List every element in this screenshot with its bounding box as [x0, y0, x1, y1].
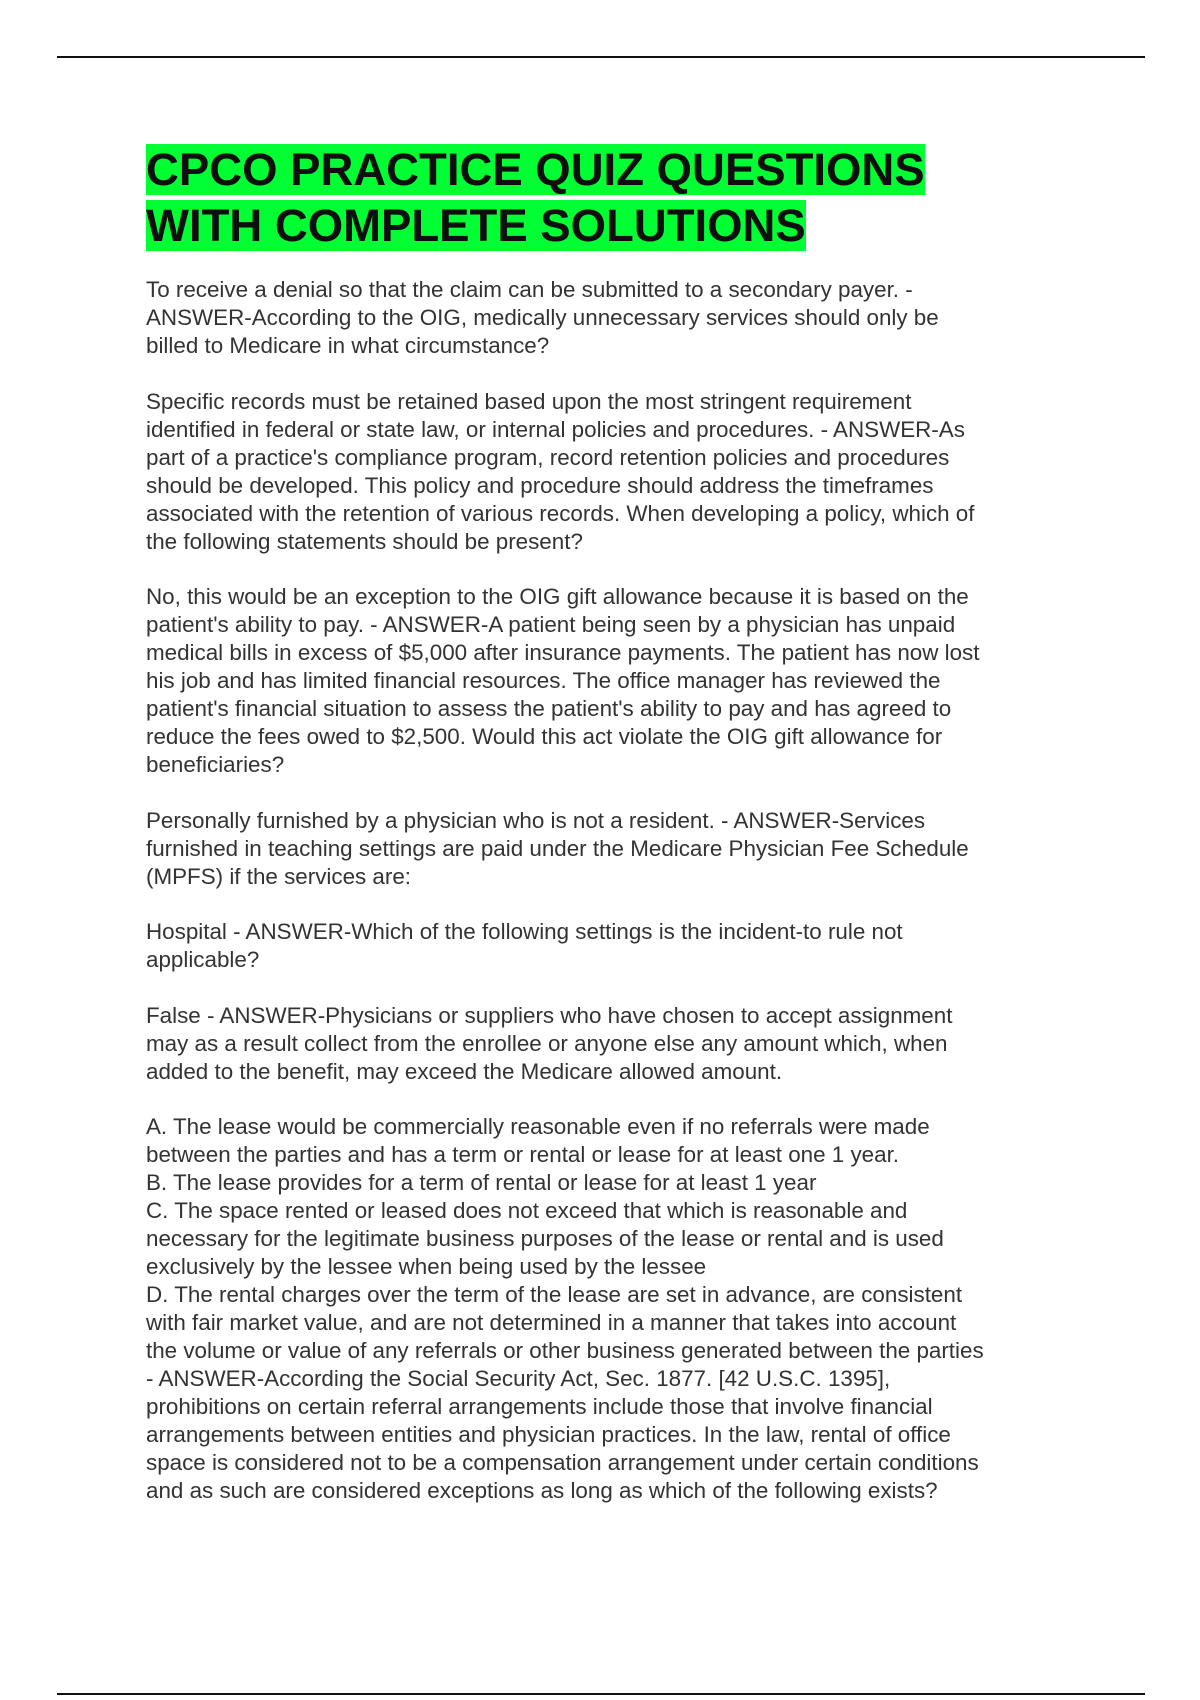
- qa-text-line: prohibitions on certain referral arrangements include those that involve financial: [146, 1394, 933, 1419]
- qa-text-line: identified in federal or state law, or internal policies and procedures. - ANSWER-As: [146, 416, 965, 442]
- qa-entry: [146, 807, 1061, 891]
- qa-text-line: (MPFS) if the services are:: [146, 863, 412, 889]
- qa-text-line: associated with the retention of various records. When developing a policy, which of: [146, 500, 975, 526]
- qa-text-line: arrangements between entities and physician practices. In the law, rental of office: [146, 1422, 951, 1447]
- qa-text-line: with fair market value, and are not determined in a manner that takes into account: [146, 1310, 957, 1335]
- qa-entry: [146, 388, 1061, 556]
- qa-text-line: - ANSWER-According the Social Security Act, Sec. 1877. [42 U.S.C. 1395],: [146, 1366, 891, 1391]
- qa-text-line: may as a result collect from the enrollee or anyone else any amount which, when: [146, 1030, 948, 1056]
- qa-text-line: Specific records must be retained based upon the most stringent requirement: [146, 388, 912, 414]
- qa-text-line: between the parties and has a term or rental or lease for at least one 1 year.: [146, 1142, 900, 1167]
- qa-text-line: medical bills in excess of $5,000 after insurance payments. The patient has now lost: [146, 640, 980, 665]
- qa-text-line: Hospital - ANSWER-Which of the following settings is the incident-to rule not: [146, 919, 903, 944]
- qa-text-line: A. The lease would be commercially reasonable even if no referrals were made: [146, 1114, 930, 1139]
- qa-text-line: No, this would be an exception to the OIG gift allowance because it is based on the: [146, 584, 969, 609]
- qa-text-line: added to the benefit, may exceed the Medicare allowed amount.: [146, 1058, 783, 1084]
- qa-text-line: space is considered not to be a compensation arrangement under certain conditions: [146, 1450, 979, 1475]
- title-line-2: WITH COMPLETE SOLUTIONS: [146, 200, 806, 251]
- qa-text-line: D. The rental charges over the term of the lease are set in advance, are consistent: [146, 1282, 963, 1307]
- qa-entry: [146, 918, 1061, 974]
- qa-text-line: the volume or value of any referrals or other business generated between the parties: [146, 1338, 984, 1363]
- qa-text-line: billed to Medicare in what circumstance?: [146, 333, 550, 358]
- qa-text-line: ANSWER-According to the OIG, medically unnecessary services should only be: [146, 305, 939, 330]
- qa-list: [146, 276, 1061, 1505]
- qa-text-line: applicable?: [146, 947, 260, 972]
- qa-text-line: the following statements should be present?: [146, 528, 583, 554]
- qa-text-line: and as such are considered exceptions as long as which of the following exists?: [146, 1478, 938, 1503]
- qa-text-line: reduce the fees owed to $2,500. Would this act violate the OIG gift allowance for: [146, 724, 943, 749]
- qa-entry: [146, 276, 1061, 360]
- qa-entry: [146, 1113, 1061, 1505]
- qa-text-line: part of a practice's compliance program, record retention policies and procedures: [146, 444, 950, 470]
- qa-text-line: exclusively by the lessee when being used by the lessee: [146, 1254, 707, 1279]
- qa-text-line: his job and has limited financial resources. The office manager has reviewed the: [146, 668, 941, 693]
- qa-text-line: patient's ability to pay. - ANSWER-A patient being seen by a physician has unpaid: [146, 612, 956, 637]
- qa-text-line: patient's financial situation to assess the patient's ability to pay and has agreed to: [146, 696, 952, 721]
- qa-text-line: beneficiaries?: [146, 752, 285, 777]
- document-title: [146, 142, 1061, 254]
- document-body: [146, 142, 1061, 1533]
- qa-entry: [146, 1002, 1061, 1086]
- qa-text-line: C. The space rented or leased does not exceed that which is reasonable and: [146, 1198, 908, 1223]
- qa-text-line: necessary for the legitimate business purposes of the lease or rental and is used: [146, 1226, 944, 1251]
- qa-text-line: To receive a denial so that the claim can be submitted to a secondary payer. -: [146, 277, 913, 302]
- top-rule: [57, 56, 1145, 58]
- qa-text-line: Personally furnished by a physician who is not a resident. - ANSWER-Services: [146, 807, 926, 833]
- bottom-rule: [57, 1693, 1145, 1695]
- title-line-1: CPCO PRACTICE QUIZ QUESTIONS: [146, 144, 925, 195]
- qa-text-line: False - ANSWER-Physicians or suppliers who have chosen to accept assignment: [146, 1002, 953, 1028]
- qa-text-line: should be developed. This policy and procedure should address the timeframes: [146, 472, 934, 498]
- qa-text-line: B. The lease provides for a term of rental or lease for at least 1 year: [146, 1170, 817, 1195]
- qa-text-line: furnished in teaching settings are paid under the Medicare Physician Fee Schedule: [146, 835, 969, 861]
- qa-entry: [146, 583, 1061, 779]
